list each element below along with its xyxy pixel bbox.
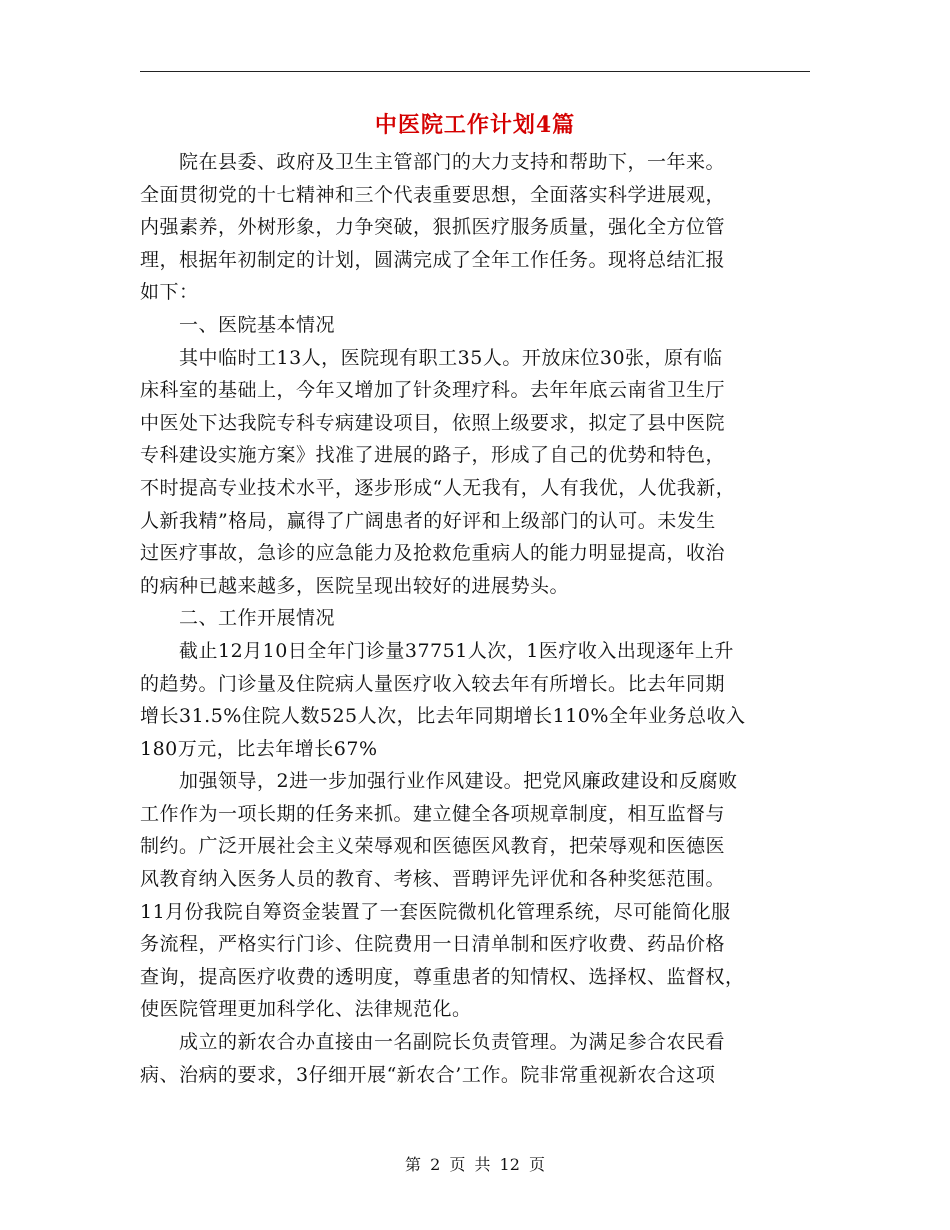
text-line: 其中临时工13人，医院现有职工35人。开放床位30张，原有临 xyxy=(140,346,723,369)
text-line: 理，根据年初制定的计划，圆满完成了全年工作任务。现将总结汇报 xyxy=(140,248,726,271)
text-line: 务流程，严格实行门诊、住院费用一日清单制和医疗收费、药品价格 xyxy=(140,933,726,956)
text-line: 内强素养，外树形象，力争突破，狠抓医疗服务质量，强化全方位管 xyxy=(140,216,726,239)
text-line: 不时提高专业技术水平，逐步形成“人无我有，人有我优，人优我新， xyxy=(140,476,736,499)
text-line: 截止12月10日全年门诊量37751人次，1医疗收入出现逐年上升 xyxy=(140,639,734,662)
text-line: 成立的新农合办直接由一名副院长负责管理。为满足参合农民看 xyxy=(140,1031,726,1054)
text-line: 人新我精”格局，赢得了广阔患者的好评和上级部门的认可。未发生 xyxy=(140,509,716,532)
text-line: 的病种已越来越多，医院呈现出较好的进展势头。 xyxy=(140,574,570,597)
text-line: 风教育纳入医务人员的教育、考核、晋聘评先评优和各种奖惩范围。 xyxy=(140,868,726,891)
text-line: 病、治病的要求，3仔细开展“新农合’工作。院非常重视新农合这项 xyxy=(140,1063,716,1086)
document-title: 中医院工作计划4篇 xyxy=(374,112,576,138)
text-line: 专科建设实施方案》找准了进展的路子，形成了自己的优势和特色， xyxy=(140,444,726,467)
text-line: 工作作为一项长期的任务来抓。建立健全各项规章制度，相互监督与 xyxy=(140,802,726,825)
text-line: 如下： xyxy=(140,281,199,304)
header-rule xyxy=(140,71,810,72)
text-line: 院在县委、政府及卫生主管部门的大力支持和帮助下，一年来。 xyxy=(140,151,726,173)
text-line: 使医院管理更加科学化、法律规范化。 xyxy=(140,998,472,1021)
text-line: 的趋势。门诊量及住院病人量医疗收入较去年有所增长。比去年同期 xyxy=(140,672,726,695)
page-footer: 第 2 页 共 12 页 xyxy=(405,1155,545,1174)
text-line: 床科室的基础上，今年又增加了针灸理疗科。去年年底云南省卫生厅 xyxy=(140,379,726,402)
text-line: 11月份我院自筹资金装置了一套医院微机化管理系统，尽可能简化服 xyxy=(140,900,731,923)
text-line: 全面贯彻党的十七精神和三个代表重要思想，全面落实科学进展观， xyxy=(140,183,726,206)
text-line: 180万元，比去年增长67% xyxy=(140,737,378,760)
document-body xyxy=(140,146,810,1091)
text-line: 过医疗事故，急诊的应急能力及抢救危重病人的能力明显提高，收治 xyxy=(140,542,726,565)
text-line: 中医处下达我院专科专病建设项目，依照上级要求，拟定了县中医院 xyxy=(140,411,726,434)
text-line: 查询，提高医疗收费的透明度，尊重患者的知情权、选择权、监督权， xyxy=(140,965,745,988)
section-heading: 一、医院基本情况 xyxy=(140,313,336,336)
section-heading: 二、工作开展情况 xyxy=(140,607,336,630)
text-line: 制约。广泛开展社会主义荣辱观和医德医风教育，把荣辱观和医德医 xyxy=(140,835,726,858)
text-line: 加强领导，2进一步加强行业作风建设。把党风廉政建设和反腐败 xyxy=(140,770,738,793)
text-line: 增长31.5%住院人数525人次，比去年同期增长110%全年业务总收入 xyxy=(140,705,746,728)
